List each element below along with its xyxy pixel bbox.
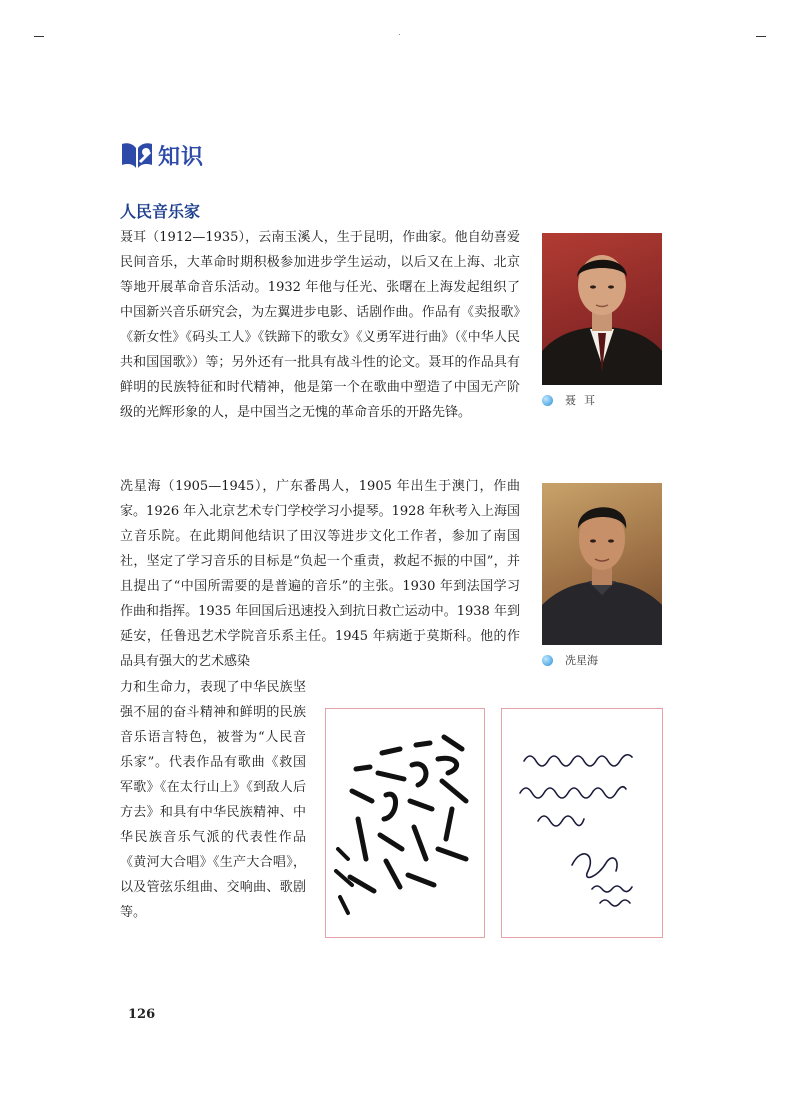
crop-mark-right — [756, 36, 766, 37]
calligraphy-strokes-left — [326, 709, 484, 937]
nie-er-caption: 聂耳 — [542, 392, 603, 408]
page-number: 126 — [128, 1007, 156, 1022]
nie-er-portrait — [542, 233, 662, 385]
blue-dot-icon — [542, 655, 553, 666]
xian-xinghai-portrait — [542, 483, 662, 645]
xian-xinghai-caption: 冼星海 — [542, 652, 598, 668]
blue-dot-icon — [542, 395, 553, 406]
calligraphy-inscription-left — [325, 708, 485, 938]
center-mark — [399, 34, 400, 35]
paragraph-xian-xinghai-cont: 力和生命力，表现了中华民族坚强不屈的奋斗精神和鲜明的民族音乐语言特色，被誉为“人民音乐家”。代表作品有歌曲《救国军歌》《在太行山上》《到敌人后方去》和具有中华民族精神、中华民族音乐气派的代表性作品《黄河大合唱》《生产大合唱》，以及管弦乐组曲、交响曲、歌剧等。 — [120, 680, 306, 920]
paragraph-nie-er: 聂耳（1912—1935），云南玉溪人，生于昆明，作曲家。他自幼喜爱民间音乐，大革命时期积极参加进步学生运动，以后又在上海、北京等地开展革命音乐活动。1932 年他与任光、张曙在上海发起组织了中国新兴音乐研究会，为左翼进步电影、话剧作曲。作品有《卖报歌》《新女性》《码头工人》《铁蹄下的歌女》《义勇军进行曲》（《中华人民共和国国歌》）等；另外还有一批具有战斗性的论文。聂耳的作品具有鲜明的民族特征和时代精神，他是第一个在歌曲中塑造了中国无产阶级的光辉形象的人，是中国当之无愧的革命音乐的开路先锋。 — [120, 230, 520, 420]
calligraphy-strokes-right — [502, 709, 662, 937]
subheading: 人民音乐家 — [120, 202, 201, 221]
xian-xinghai-figure — [542, 483, 662, 645]
paragraph-xian-xinghai: 冼星海（1905—1945），广东番禺人，1905 年出生于澳门，作曲家。1926 年入北京艺术专门学校学习小提琴。1928 年秋考入上海国立音乐院。在此期间他结识了田汉等进步文化工作者，参加了南国社，坚定了学习音乐的目标是“负起一个重责，救起不振的中国”，并且提出了“中国所需要的是普遍的音乐”的主张。1930 年到法国学习作曲和指挥。1935 年回国后迅速投入到抗日救亡运动中。1938 年到延安，任鲁迅艺术学院音乐系主任。1945 年病逝于莫斯科。他的作品具有强大的艺术感染 — [120, 479, 520, 669]
nie-er-figure — [542, 233, 662, 385]
open-book-icon — [120, 138, 154, 172]
section-header — [120, 138, 204, 172]
section-title: 知识 — [158, 144, 205, 170]
calligraphy-inscription-right — [501, 708, 663, 938]
crop-mark-left — [34, 36, 44, 37]
